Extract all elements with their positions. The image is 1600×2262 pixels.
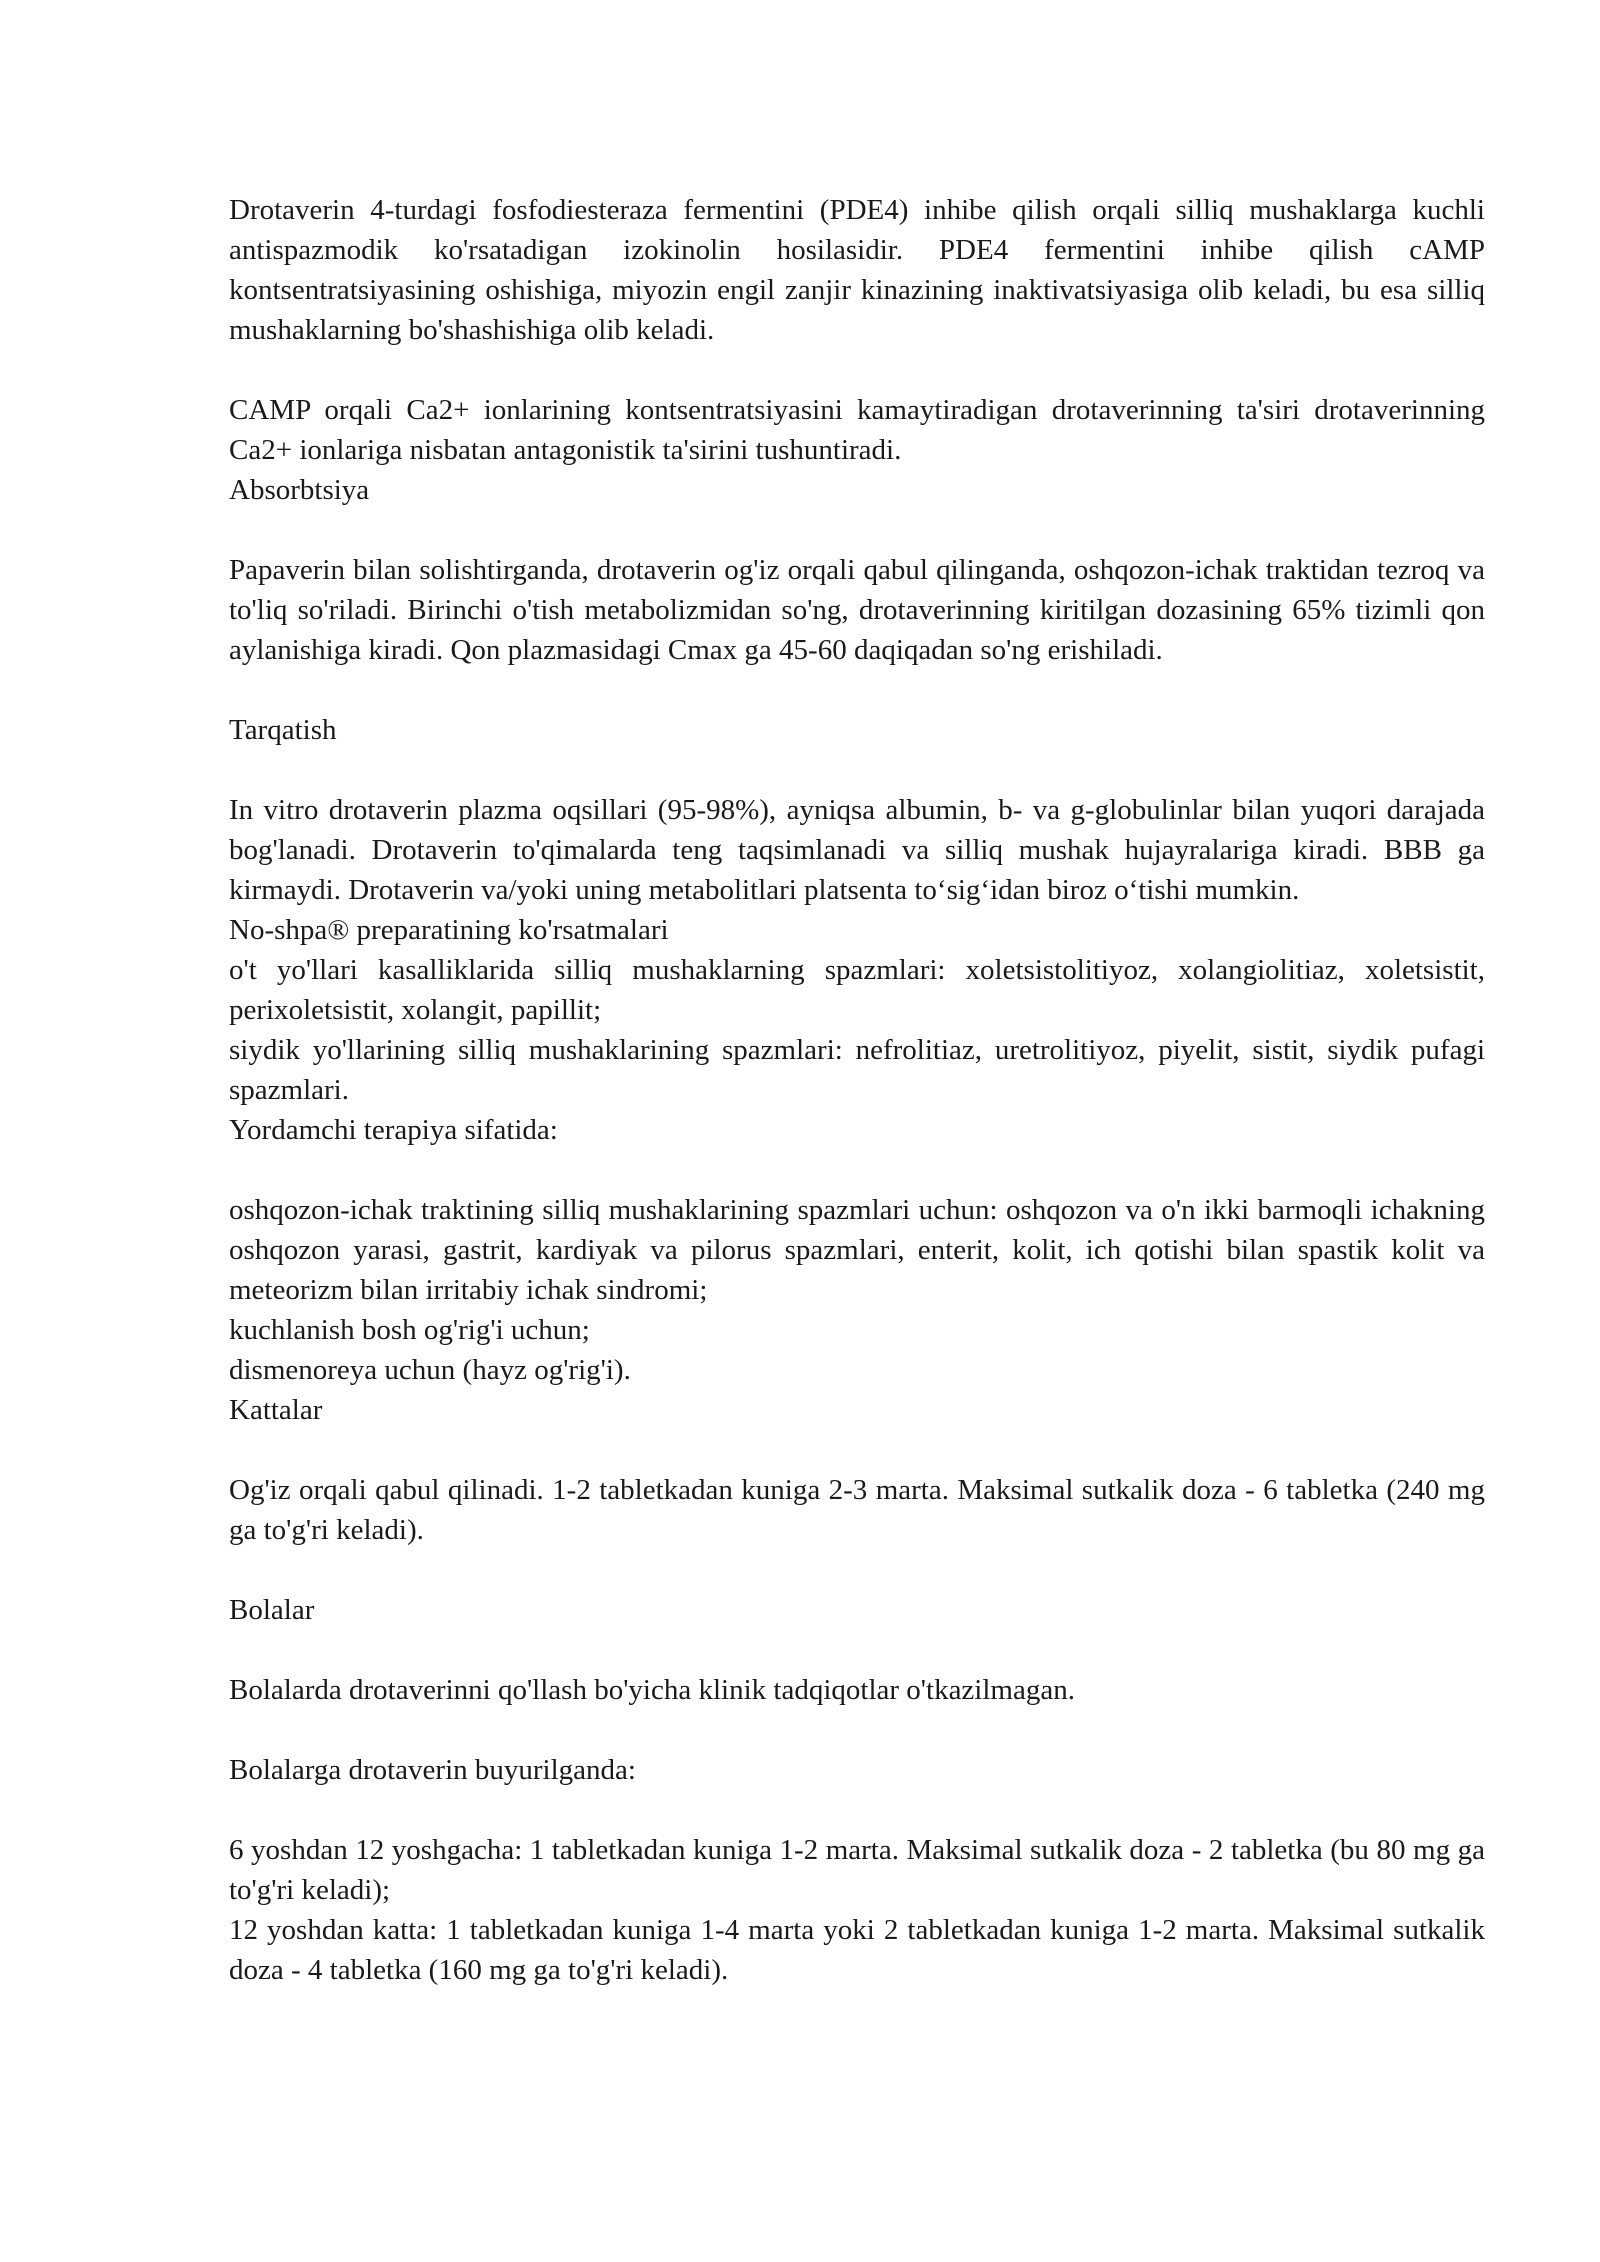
spacer — [229, 670, 1485, 710]
heading-adjunct-therapy: Yordamchi terapiya sifatida: — [229, 1114, 558, 1146]
paragraph-dysmenorrhea: dismenoreya uchun (hayz og'rig'i). — [229, 1354, 631, 1386]
paragraph-dosage-over-12: 12 yoshdan katta: 1 tabletkadan kuniga 1-4 marta yoki 2 tabletkadan kuniga 1-2 marta. Maksimal sutkalik doza - 4 tabletka (160 mg ga to'g'ri keladi). — [229, 1914, 1485, 1986]
paragraph-children-studies: Bolalarda drotaverinni qo'llash bo'yicha klinik tadqiqotlar o'tkazilmagan. — [229, 1674, 1075, 1706]
spacer — [229, 1790, 1485, 1830]
paragraph-absorption: Papaverin bilan solishtirganda, drotaverin og'iz orqali qabul qilinganda, oshqozon-ichak traktidan tezroq va to'liq so'riladi. Birinchi o'tish metabolizmidan so'ng, drotaverinning kiritilgan dozasining 65% tizimli qon aylanishiga kiradi. Qon plazmasidagi Cmax ga 45-60 daqiqadan so'ng erishiladi. — [229, 554, 1485, 666]
paragraph-tension-headache: kuchlanish bosh og'rig'i uchun; — [229, 1314, 590, 1346]
heading-children: Bolalar — [229, 1594, 315, 1626]
heading-tarqatish: Tarqatish — [229, 714, 337, 746]
paragraph-camp: CAMP orqali Ca2+ ionlarining kontsentratsiyasini kamaytiradigan drotaverinning ta'siri drotaverinning Ca2+ ionlariga nisbatan antagonistik ta'sirini tushuntiradi. — [229, 394, 1485, 466]
paragraph-children-prescription: Bolalarga drotaverin buyurilganda: — [229, 1754, 636, 1786]
paragraph-mechanism: Drotaverin 4-turdagi fosfodiesteraza fermentini (PDE4) inhibe qilish orqali silliq mushaklarga kuchli antispazmodik ko'rsatadigan izokinolin hosilasidir. PDE4 fermentini inhibe qilish cAMP kontsentratsiyasining oshishiga, miyozin engil zanjir kinazining inaktivatsiyasiga olib keladi, bu esa silliq mushaklarning bo'shashishiga olib keladi. — [229, 194, 1485, 346]
spacer — [229, 1710, 1485, 1750]
spacer — [229, 350, 1485, 390]
paragraph-biliary-spasms: o't yo'llari kasalliklarida silliq mushaklarning spazmlari: xoletsistolitiyoz, xolangiolitiaz, xoletsistit, perixoletsistit, xolangit, papillit; — [229, 954, 1485, 1026]
spacer — [229, 1630, 1485, 1670]
document-page — [229, 190, 1485, 1990]
spacer — [229, 1430, 1485, 1470]
paragraph-distribution: In vitro drotaverin plazma oqsillari (95-98%), ayniqsa albumin, b- va g-globulinlar bilan yuqori darajada bog'lanadi. Drotaverin to'qimalarda teng taqsimlanadi va silliq mushak hujayralariga kiradi. BBB ga kirmaydi. Drotaverin va/yoki uning metabolitlari platsenta to‘sig‘idan biroz o‘tishi mumkin. — [229, 794, 1485, 906]
spacer — [229, 1150, 1485, 1190]
heading-adults: Kattalar — [229, 1394, 323, 1426]
paragraph-dosage-6-12: 6 yoshdan 12 yoshgacha: 1 tabletkadan kuniga 1-2 marta. Maksimal sutkalik doza - 2 tabletka (bu 80 mg ga to'g'ri keladi); — [229, 1834, 1485, 1906]
heading-absorbtsiya: Absorbtsiya — [229, 474, 370, 506]
spacer — [229, 750, 1485, 790]
heading-indications: No-shpa® preparatining ko'rsatmalari — [229, 914, 669, 946]
paragraph-adult-dosage: Og'iz orqali qabul qilinadi. 1-2 tabletkadan kuniga 2-3 marta. Maksimal sutkalik doza - 6 tabletka (240 mg ga to'g'ri keladi). — [229, 1474, 1485, 1546]
spacer — [229, 1550, 1485, 1590]
paragraph-gi-spasms: oshqozon-ichak traktining silliq mushaklarining spazmlari uchun: oshqozon va o'n ikki barmoqli ichakning oshqozon yarasi, gastrit, kardiyak va pilorus spazmlari, enterit, kolit, ich qotishi bilan spastik kolit va meteorizm bilan irritabiy ichak sindromi; — [229, 1194, 1485, 1306]
spacer — [229, 510, 1485, 550]
paragraph-urinary-spasms: siydik yo'llarining silliq mushaklarining spazmlari: nefrolitiaz, uretrolitiyoz, piyelit, sistit, siydik pufagi spazmlari. — [229, 1034, 1485, 1106]
